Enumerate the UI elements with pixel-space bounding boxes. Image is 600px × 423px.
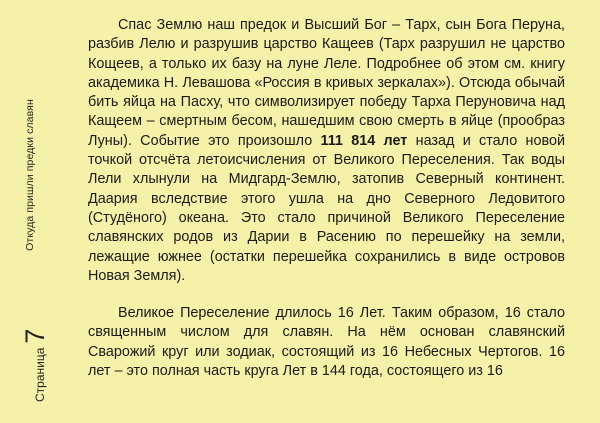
paragraph-1	[88, 16, 565, 286]
page-label: Страница	[33, 347, 47, 402]
page-margin	[0, 0, 70, 423]
highlighted-years: 111 814 лет	[320, 132, 408, 149]
page-number: 7	[20, 328, 50, 344]
paragraph-1-text-end: назад и стало новой точкой отсчёта летоисчисления от Великого Переселения. Так воды Лели хлынули на Мидгард-Землю, затопив Северный континент. Даария вследствие этого ушла на дно Северного Ледовитого (Студёного) океана. Это стало причиной Великого Переселение славянских родов из Дарии в Расению по перешейку на земли, лежащие южнее (остатки перешейка сохранились в виде островов Новая Земля).	[88, 132, 565, 284]
body-text	[88, 16, 565, 381]
running-title: Откуда пришли предки славян	[24, 99, 36, 251]
paragraph-2: Великое Переселение длилось 16 Лет. Таким образом, 16 стало священным числом для славян. На нём основан славянский Сварожий круг или зодиак, состоящий из 16 Небесных Чертогов. 16 лет – это полная часть круга Лет в 144 года, состоящего из 16	[88, 305, 565, 380]
page-number-rotated	[22, 329, 49, 402]
paragraph-1-text-start: Спас Землю наш предок и Высший Бог – Тарх, сын Бога Перуна, разбив Лелю и разрушив царство Кащеев (Тарх разрушил не царство Кощеев, а только их базу на луне Леле. Подробнее об этом см. книгу академика Н. Левашова «Россия в кривых зеркалах»). Отсюда обычай бить яйца на Пасху, что символизирует победу Тарха Перуновича над Кащеем – смертным бесом, нашедшим свою смерть в яйце (прообраз Луны). Событие это произошло	[88, 17, 565, 149]
